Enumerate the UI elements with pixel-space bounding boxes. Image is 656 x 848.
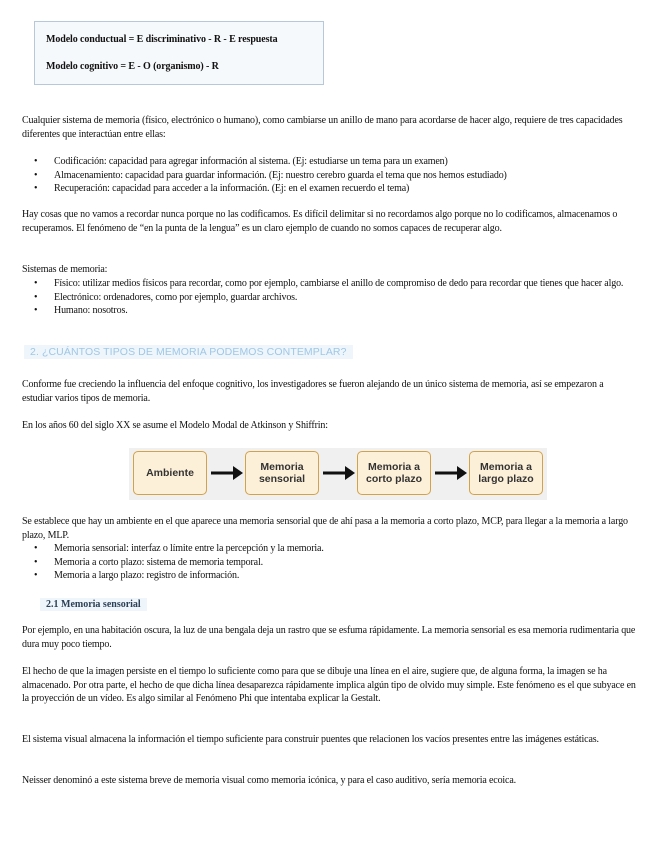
list-item: • Humano: nosotros. — [22, 304, 636, 318]
modal-model-paragraph: En los años 60 del siglo XX se asume el Modelo Modal de Atkinson y Shiffrin: — [22, 420, 328, 431]
list-item: • Almacenamiento: capacidad para guardar información. (Ej: nuestro cerebro guarda el tema que nos hemos estudiado) — [22, 169, 636, 183]
model-definition-box — [34, 21, 324, 85]
cognitive-paragraph: Conforme fue creciendo la influencia del enfoque cognitivo, los investigadores se fueron alejando de un único sistema de memoria, así se empezaron a estudiar varios tipos de memoria. — [22, 379, 604, 404]
visual-system-paragraph: El sistema visual almacena la información el tiempo suficiente para construir puentes que relacionen los vacíos presentes entre las imágenes estáticas. — [22, 734, 599, 745]
arrow-right-icon — [321, 462, 357, 484]
behavioral-model-line: Modelo conductual = E discriminativo - R - E respuesta — [46, 34, 278, 45]
list-item: • Recuperación: capacidad para acceder a la información. (Ej: en el examen recuerdo el tema) — [22, 182, 636, 196]
systems-title: Sistemas de memoria: — [22, 264, 108, 275]
list-item: • Físico: utilizar medios físicos para recordar, como por ejemplo, cambiarse el anillo de compromiso de dedo para recordar que tienes que hacer algo. — [22, 277, 636, 291]
systems-list — [22, 277, 636, 318]
modal-model-diagram — [129, 448, 547, 500]
capacities-list — [22, 155, 636, 196]
diagram-node-corto-plazo: Memoria a corto plazo — [357, 451, 431, 495]
diagram-node-sensorial: Memoria sensorial — [245, 451, 319, 495]
cognitive-model-line: Modelo cognitivo = E - O (organismo) - R — [46, 61, 219, 72]
section-heading-2: 2. ¿CUÁNTOS TIPOS DE MEMORIA PODEMOS CONTEMPLAR? — [24, 345, 353, 359]
list-item: • Memoria sensorial: interfaz o límite entre la percepción y la memoria. — [22, 542, 636, 556]
neisser-paragraph: Neisser denominó a este sistema breve de memoria visual como memoria icónica, y para el caso auditivo, sería memoria ecoica. — [22, 775, 516, 786]
list-item: • Memoria a largo plazo: registro de información. — [22, 569, 636, 583]
list-item: • Codificación: capacidad para agregar información al sistema. (Ej: estudiarse un tema para un examen) — [22, 155, 636, 169]
section-heading-2-1: 2.1 Memoria sensorial — [40, 598, 147, 611]
diagram-node-ambiente: Ambiente — [133, 451, 207, 495]
list-item: • Electrónico: ordenadores, como por ejemplo, guardar archivos. — [22, 291, 636, 305]
list-item: • Memoria a corto plazo: sistema de memoria temporal. — [22, 556, 636, 570]
image-persistence-paragraph: El hecho de que la imagen persiste en el tiempo lo suficiente como para que se dibuje una línea en el aire, sugiere que, de alguna forma, la imagen se ha almacenado. Por otra parte, el hecho de que dicha línea desaparezca rápidamente implica algún tipo de olvido muy simple. Este fenómeno es el que subyace en la proyección de un vídeo. Es algo similar al Fenómeno Phi que intentaba explicar la Gestalt. — [22, 666, 636, 704]
forget-paragraph: Hay cosas que no vamos a recordar nunca porque no las codificamos. Es difícil delimitar si no recordamos algo porque no lo codificamos, almacenamos o recuperamos. El fenómeno de “en la punta de la lengua” es un claro ejemplo de cuando no somos capaces de recuperar algo. — [22, 209, 618, 234]
intro-paragraph: Cualquier sistema de memoria (físico, electrónico o humano), como cambiarse un anillo de mano para acordarse de hacer algo, requiere de tres capacidades diferentes que interactúan entre ellas: — [22, 115, 623, 140]
memory-types-list — [22, 542, 636, 583]
example-paragraph: Por ejemplo, en una habitación oscura, la luz de una bengala deja un rastro que se esfuma rápidamente. La memoria sensorial es esa memoria rudimentaria que dura muy poco tiempo. — [22, 625, 636, 650]
arrow-right-icon — [209, 462, 245, 484]
established-paragraph: Se establece que hay un ambiente en el que aparece una memoria sensorial que de ahí pasa a la memoria a corto plazo, MCP, para llegar a la memoria a largo plazo, MLP. — [22, 516, 628, 541]
diagram-node-largo-plazo: Memoria a largo plazo — [469, 451, 543, 495]
arrow-right-icon — [433, 462, 469, 484]
